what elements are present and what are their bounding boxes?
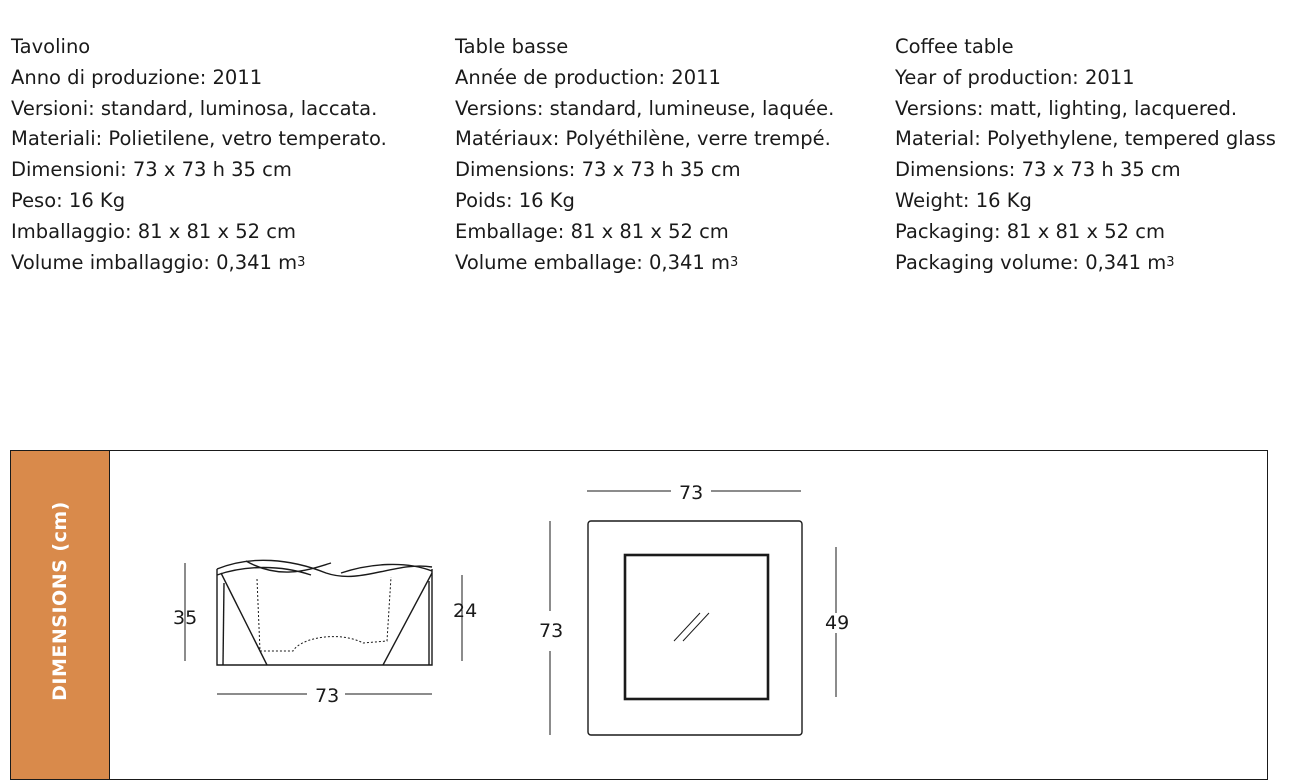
- side-height-label: 35: [173, 607, 198, 629]
- weight: Peso: 16 Kg: [11, 188, 126, 212]
- french-spec-column: [455, 32, 834, 281]
- packaging: Emballage: 81 x 81 x 52 cm: [455, 219, 729, 243]
- versions: Versions: matt, lighting, lacquered.: [895, 96, 1238, 120]
- materials: Materiali: Polietilene, vetro temperato.: [11, 127, 387, 151]
- side-view-drawing: [185, 560, 462, 694]
- versions: Versions: standard, lumineuse, laquée.: [455, 96, 835, 120]
- product-title: Table basse: [455, 35, 569, 58]
- volume-text: Volume emballage: 0,341 m: [455, 250, 730, 274]
- technical-drawing: [11, 451, 1267, 769]
- side-inner-height-label: 24: [453, 600, 478, 622]
- weight: Weight: 16 Kg: [895, 188, 1032, 212]
- volume-exponent: 3: [297, 254, 306, 270]
- production-year: Année de production: 2011: [455, 65, 721, 89]
- top-width-label: 73: [679, 482, 704, 504]
- weight: Poids: 16 Kg: [455, 188, 575, 212]
- packaging-volume: [455, 248, 834, 282]
- volume-exponent: 3: [1166, 254, 1175, 270]
- versions: Versioni: standard, luminosa, laccata.: [11, 96, 378, 120]
- production-year: Anno di produzione: 2011: [11, 65, 263, 89]
- materials: Matériaux: Polyéthilène, verre trempé.: [455, 127, 831, 151]
- materials: Material: Polyethylene, tempered glass: [895, 127, 1276, 151]
- production-year: Year of production: 2011: [895, 65, 1135, 89]
- dimensions-label: DIMENSIONS (cm): [49, 501, 71, 701]
- glass-size-label: 49: [825, 612, 850, 634]
- product-title: Coffee table: [895, 35, 1014, 58]
- top-depth-label: 73: [539, 620, 564, 642]
- dimensions: Dimensioni: 73 x 73 h 35 cm: [11, 158, 292, 182]
- english-spec-column: [895, 32, 1276, 281]
- product-title: Tavolino: [11, 35, 91, 58]
- dimensions: Dimensions: 73 x 73 h 35 cm: [895, 158, 1181, 182]
- packaging-volume: [895, 248, 1276, 282]
- volume-exponent: 3: [730, 254, 739, 270]
- top-view-drawing: [550, 491, 836, 735]
- dimensions-panel: [10, 450, 1268, 780]
- italian-spec-column: [11, 32, 387, 281]
- dimensions: Dimensions: 73 x 73 h 35 cm: [455, 158, 741, 182]
- packaging: Packaging: 81 x 81 x 52 cm: [895, 219, 1165, 243]
- packaging-volume: [11, 248, 387, 282]
- packaging: Imballaggio: 81 x 81 x 52 cm: [11, 219, 296, 243]
- side-width-label: 73: [315, 685, 340, 707]
- volume-text: Packaging volume: 0,341 m: [895, 250, 1167, 274]
- volume-text: Volume imballaggio: 0,341 m: [11, 250, 298, 274]
